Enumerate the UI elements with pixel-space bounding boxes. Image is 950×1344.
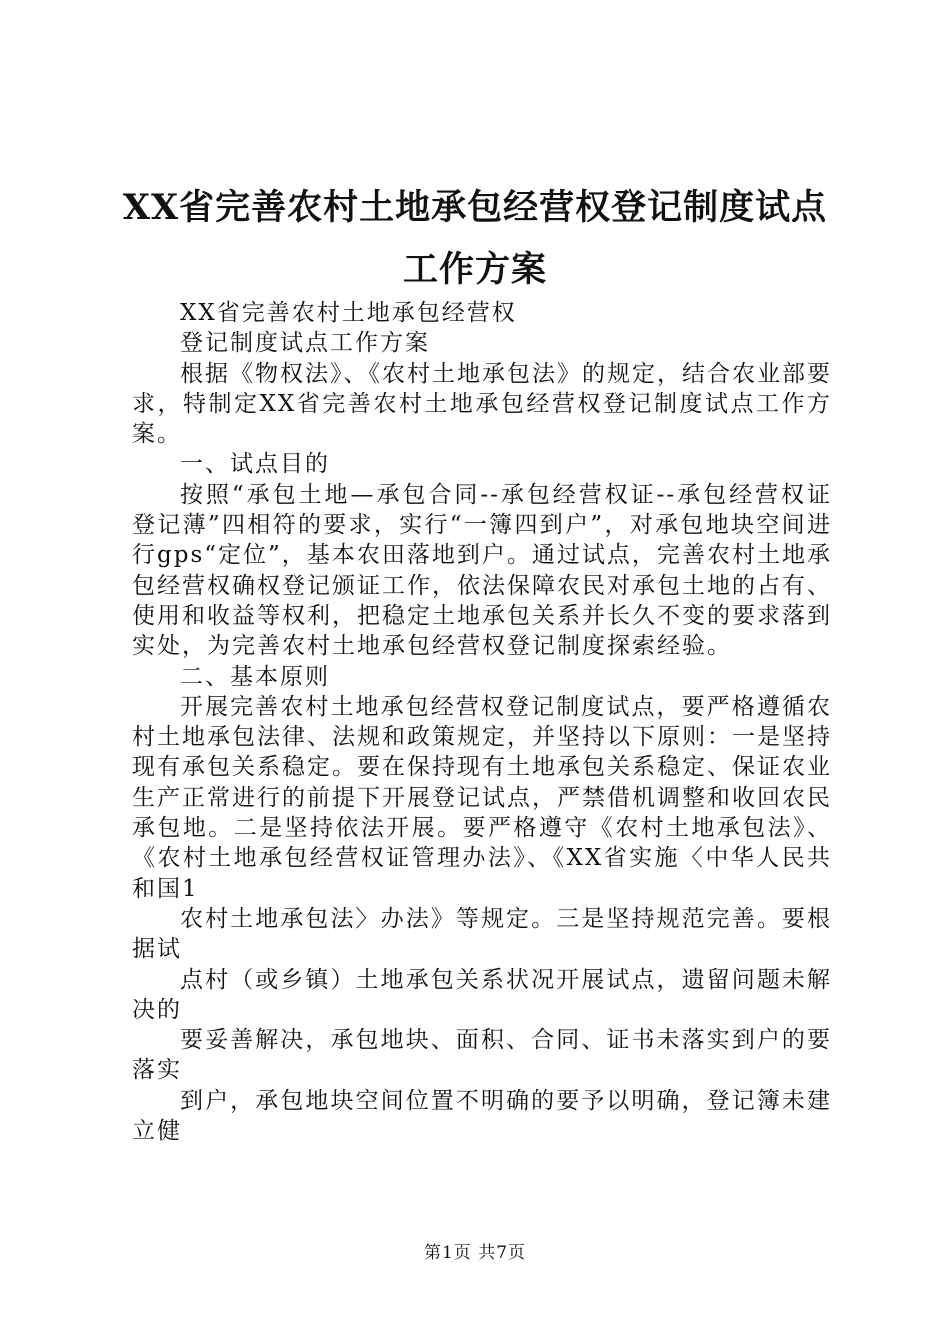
document-body [132, 298, 832, 1146]
section-heading-purpose: 一、试点目的 [180, 451, 330, 478]
page-footer: 第1页 共7页 [423, 1243, 527, 1263]
paragraph-principles: 开展完善农村土地承包经营权登记制度试点，要严格遵循农村土地承包法律、法规和政策规定，并坚持以下原则：一是坚持现有承包关系稳定。要在保持现有土地承包关系稳定、保证农业生产正常进行的前提下开展登记试点，严禁借机调整和收回农民承包地。二是坚持依法开展。要严格遵守《农村土地承包法》、《农村土地承包经营权证管理办法》、《XX省实施〈中华人民共和国1 [132, 693, 832, 902]
paragraph-purpose: 按照“承包土地—承包合同--承包经营权证--承包经营权证登记薄”四相符的要求，实行“一簿四到户”，对承包地块空间进行gps“定位”，基本农田落地到户。通过试点，完善农村土地承包经营权确权登记颁证工作，依法保障农民对承包土地的占有、使用和收益等权利，把稳定土地承包关系并长久不变的要求落到实处，为完善农村土地承包经营权登记制度探索经验。 [132, 481, 832, 660]
paragraph-fragment-2: 点村（或乡镇）土地承包关系状况开展试点，遗留问题未解决的 [132, 966, 832, 1023]
paragraph-fragment-3: 要妥善解决，承包地块、面积、合同、证书未落实到户的要落实 [132, 1027, 832, 1084]
paragraph-subtitle-1: XX省完善农村土地承包经营权 [180, 300, 517, 326]
document-title-line-2: 工作方案 [402, 249, 547, 290]
paragraph-fragment-1: 农村土地承包法〉办法》等规定。三是坚持规范完善。要根据试 [132, 905, 832, 963]
document-title-line-1: XX省完善农村土地承包经营权登记制度试点 [122, 187, 828, 228]
section-heading-principles: 二、基本原则 [180, 663, 330, 690]
paragraph-fragment-4: 到户，承包地块空间位置不明确的要予以明确，登记簿未建立健 [132, 1087, 832, 1145]
paragraph-intro: 根据《物权法》、《农村土地承包法》的规定，结合农业部要求，特制定XX省完善农村土地承包经营权登记制度试点工作方案。 [132, 360, 832, 448]
paragraph-subtitle-2: 登记制度试点工作方案 [180, 330, 430, 357]
